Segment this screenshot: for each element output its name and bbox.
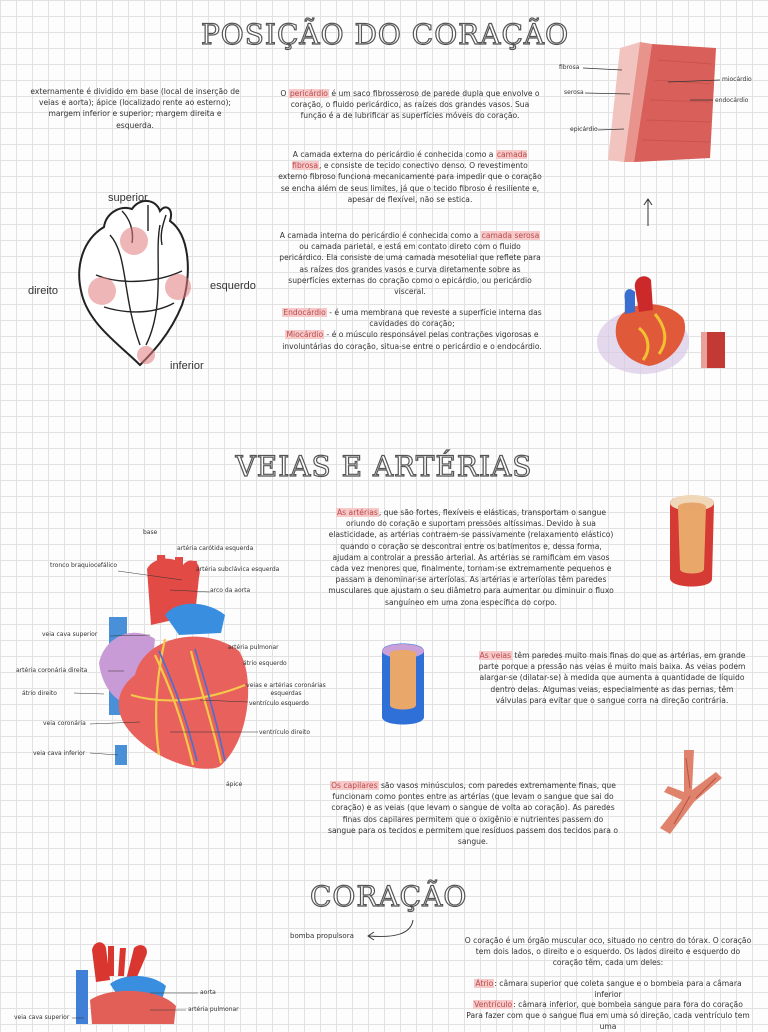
arterias-paragraph: As artérias, que são fortes, flexíveis e elásticas, transportam o sangue oriundo do coração e suportam pressões altíssimas. Devido à sua elasticidade, as artérias contraem-se passivamente (relaxamento elástico) quando o coração se descontrai entre os batimentos e, dessa forma, ajudam a controlar a pressão arterial. As artérias se ramificam em vasos cada vez menores que, finalmente, tornam-se extremamente pequenos e passam a denominar-se arteríolas. As artérias e arteríolas têm paredes musculares que ajustam o seu diâmetro para aumentar ou diminuir o fluxo sanguíneo em uma zona específica do corpo. bbox=[328, 508, 614, 607]
label-arteria-carotida: artéria carótida esquerda bbox=[177, 545, 254, 552]
label-bomba-propulsora: bomba propulsora bbox=[290, 932, 354, 940]
label-veia-cava-superior: veia cava superior bbox=[42, 631, 98, 638]
highlight-pericardio: pericárdio bbox=[289, 89, 328, 98]
label-veias-arterias-coronarias: veias e artérias coronárias esquerdas bbox=[246, 682, 326, 697]
label-veia-coronaria: veia coronária bbox=[43, 720, 86, 727]
section-title-posicao: POSIÇÃO DO CORAÇÃO bbox=[200, 18, 570, 51]
camada-fibrosa-paragraph: A camada externa do pericárdio é conhecida como a camada fibrosa, e consiste de tecido conectivo denso. O revestimento externo fibroso funciona mecanicamente para impedir que o coração se encha além de seus limites, já que o tecido fibroso é resiliente e, apesar de flexível, não se estica. bbox=[278, 150, 542, 204]
artery-illustration bbox=[666, 493, 718, 589]
label-arteria-pulmonar-bottom: artéria pulmonar bbox=[188, 1006, 239, 1013]
label-arco-aorta: arco da aorta bbox=[210, 587, 251, 594]
veias-paragraph: As veias têm paredes muito mais finas do que as artérias, em grande parte porque a pressão nas veias é muito mais baixa. As veias podem alargar-se (dilatar-se) à medida que aumenta a quantidade de líquido dentro delas. Algumas veias, especialmente as das pernas, têm válvulas para evitar que o sangue corra na direção contrária. bbox=[478, 651, 746, 705]
coracao-paragraph: O coração é um órgão muscular oco, situado no centro do tórax. O coração tem dois lados, o direito e o esquerdo. Os lados direito e esquerdo do coração têm, cada um deles: bbox=[464, 936, 752, 968]
layer-label-endocardio: endocárdio bbox=[715, 97, 749, 104]
ventriculo-paragraph: Ventrículo: câmara inferior, que bombeia sangue para fora do coração bbox=[474, 1000, 743, 1009]
highlight-endocardio: Endocárdio bbox=[283, 308, 326, 317]
label-tronco-braquiocefalico: tronco braquiocefálico bbox=[50, 562, 118, 569]
label-direito: direito bbox=[28, 285, 58, 297]
highlight-capilares: Os capilares bbox=[331, 781, 378, 790]
highlight-camada-serosa: camada serosa bbox=[481, 231, 540, 240]
highlight-camada-fibrosa: camada fibrosa bbox=[292, 150, 528, 171]
label-inferior: inferior bbox=[170, 360, 204, 372]
label-ventriculo-esquerdo: ventrículo esquerdo bbox=[249, 700, 309, 707]
label-arteria-subclavia: artéria subclávica esquerda bbox=[196, 566, 280, 573]
layer-label-miocardio: miocárdio bbox=[722, 76, 752, 83]
label-superior: superior bbox=[108, 192, 148, 204]
section-title-veias-arterias: VEIAS E ARTÉRIAS bbox=[235, 450, 533, 483]
label-aorta: aorta bbox=[200, 989, 216, 996]
label-atrio-esquerdo: átrio esquerdo bbox=[243, 660, 287, 667]
section-title-coracao: CORAÇÃO bbox=[310, 880, 468, 913]
capilares-paragraph: Os capilares são vasos minúsculos, com paredes extremamente finas, que funcionam como pontes entre as artérias (que levam o sangue que sai do coração) e as veias (que levam o sangue de volta ao coração). As paredes finas dos capilares permitem que o oxigênio e nutrientes passem do sangue para os tecidos e permitem que resíduos passem dos tecidos para o sangue. bbox=[328, 781, 618, 847]
label-arteria-coronaria-direita: artéria coronária direita bbox=[16, 667, 88, 674]
endocardio-miocardio-paragraph: Endocárdio - é uma membrana que reveste a superfície interna das cavidades do coração; Miocárdio - é o músculo responsável pelas contrações vigorosas e involuntárias do coração, situa-se entre o pericárdio e o endocárdio. bbox=[282, 308, 542, 351]
label-arteria-pulmonar: artéria pulmonar bbox=[228, 644, 279, 651]
layer-label-serosa: serosa bbox=[564, 89, 584, 96]
highlight-arterias: As artérias bbox=[336, 508, 378, 517]
highlight-atrio: Átrio bbox=[475, 979, 494, 988]
highlight-veias: As veias bbox=[479, 651, 511, 660]
capillary-illustration bbox=[656, 748, 728, 838]
pericardio-paragraph: O pericárdio é um saco fibrosseroso de parede dupla que envolve o coração, o fluido pericárdico, as raízes dos grandes vasos. Sua função é a de lubrificar as superfícies móveis do coração. bbox=[280, 89, 540, 121]
layer-label-fibrosa: fibrosa bbox=[559, 64, 580, 71]
heart-external-description: externamente é dividido em base (local de inserção de veias e aorta); ápice (localizado rente ao esterno); margem inferior e superior; margem direita e esquerda. bbox=[30, 87, 240, 130]
label-esquerdo: esquerdo bbox=[210, 280, 256, 292]
highlight-ventriculo: Ventrículo bbox=[474, 1000, 513, 1009]
label-base: base bbox=[143, 529, 158, 536]
label-veia-cava-inferior: veia cava inferior bbox=[33, 750, 86, 757]
label-ventriculo-direito: ventrículo direito bbox=[259, 729, 311, 736]
camada-serosa-paragraph: A camada interna do pericárdio é conhecida como a camada serosa ou camada parietal, e está em contato direto com o fluido pericárdico. Ela consiste de uma camada mesotelial que reflete para as raízes dos grandes vasos e curva diretamente sobre as superfícies externas do coração como o epicárdio, ou pericárdio visceral. bbox=[279, 231, 541, 297]
highlight-miocardio: Miocárdio bbox=[286, 330, 324, 340]
label-veia-cava-superior-bottom: veia cava superior bbox=[14, 1014, 70, 1021]
valvula-paragraph: Para fazer com que o sangue flua em uma só direção, cada ventrículo tem uma bbox=[466, 1011, 750, 1032]
layer-label-epicardio: epicárdio bbox=[570, 126, 598, 133]
curved-arrow-icon bbox=[365, 918, 419, 944]
atrio-paragraph: Átrio: câmara superior que coleta sangue e o bombeia para a câmara inferior bbox=[475, 979, 742, 1000]
vein-illustration bbox=[378, 641, 428, 727]
label-apice: ápice bbox=[226, 781, 243, 788]
label-atrio-direito: átrio direito bbox=[22, 690, 57, 697]
